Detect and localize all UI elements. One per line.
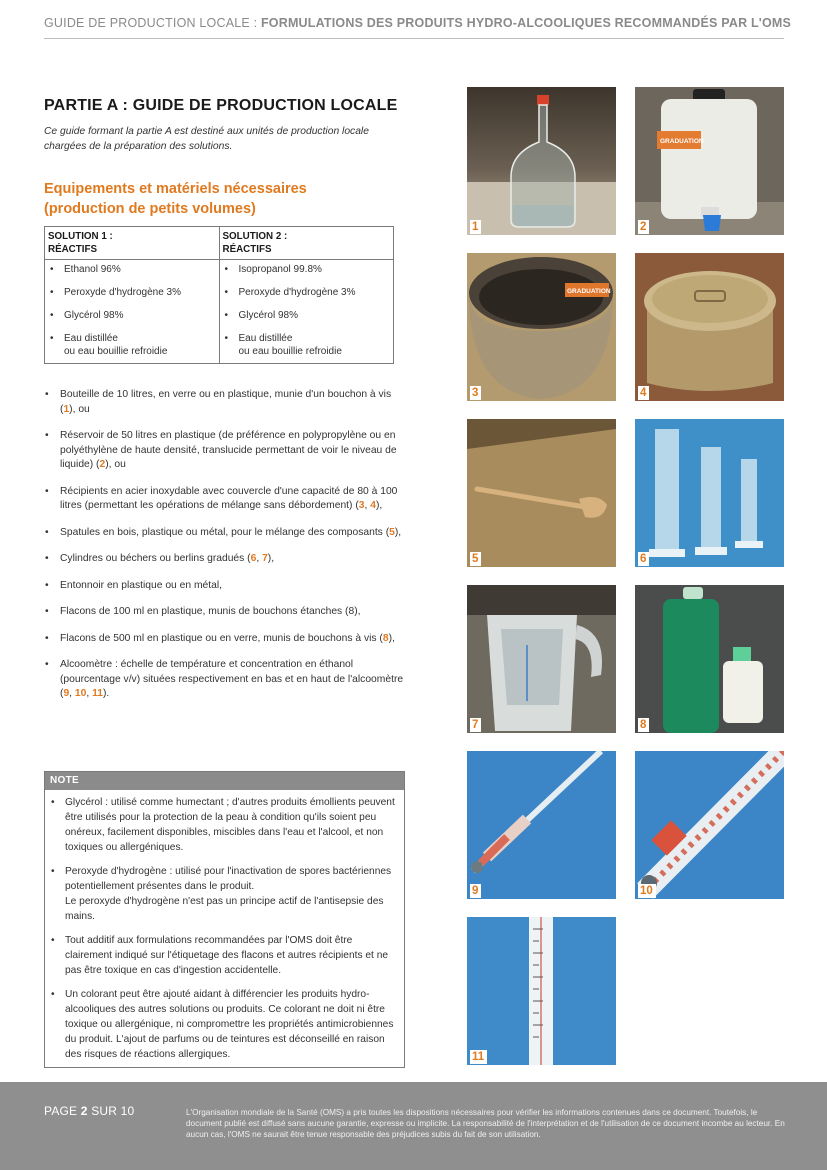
solution-2-title: SOLUTION 2 : <box>222 231 288 242</box>
reagent-item <box>223 332 392 358</box>
note-heading: NOTE <box>45 772 404 790</box>
subtitle-line-2: (production de petits volumes) <box>44 201 256 217</box>
photo-image <box>635 751 784 899</box>
photo-ref: 9 <box>63 688 70 699</box>
photo-image <box>467 419 616 567</box>
reagent-line-2: ou eau bouillie refroidie <box>64 346 168 357</box>
photo-image <box>467 253 616 401</box>
photo-image <box>467 87 616 235</box>
reagent-line-2: ou eau bouillie refroidie <box>238 346 342 357</box>
equipment-text-end: ), <box>267 553 275 564</box>
reagent-item: • Peroxyde d'hydrogène 3% <box>223 286 392 299</box>
photo-ref: 4 <box>370 500 376 511</box>
photo-number: 2 <box>638 220 649 234</box>
equipment-text: Cylindres ou béchers ou berlins gradués ( <box>60 553 251 564</box>
note-box <box>44 771 405 1068</box>
photo-ref: 8 <box>382 632 389 644</box>
header-rule <box>44 38 784 39</box>
equipment-text: Spatules en bois, plastique ou métal, pour le mélange des composants ( <box>60 526 390 538</box>
equipment-item <box>44 632 404 647</box>
note-item: • Glycérol : utilisé comme humectant ; d'autres produits émollients peuvent être utilisés pour la protection de la peau à condition qu'ils soient peu onéreux, facilement disponibles, miscibles dans l'eau et l'alcool, et non toxiques ou allergéniques. <box>50 795 398 855</box>
header-prefix: GUIDE DE PRODUCTION LOCALE : <box>44 16 261 30</box>
equipment-text: Récipients en acier inoxydable avec couvercle d'une capacité de 80 à 100 litres (permettant les opérations de mélange sans débordement) ( <box>60 485 398 511</box>
equipment-text: Alcoomètre : échelle de température et concentration en éthanol (pourcentage v/v) situées respectivement en bas et en haut de l'alcoomètre ( <box>60 659 404 699</box>
photo-number: 3 <box>470 386 481 400</box>
photo-number: 10 <box>638 884 656 898</box>
photo-number: 1 <box>470 220 481 234</box>
equipment-list <box>44 388 404 714</box>
equipment-item <box>44 552 404 567</box>
reagent-item: • Glycérol 98% <box>48 309 217 322</box>
photo-number: 9 <box>470 884 481 898</box>
equipment-text: Flacons de 500 ml en plastique ou en verre, munis de bouchons à vis ( <box>60 632 383 644</box>
reagent-item: • Glycérol 98% <box>223 309 392 322</box>
equipment-sep: , <box>256 553 263 564</box>
note-item: • Tout additif aux formulations recommandées par l'OMS doit être clairement indiqué sur l'étiquetage des flacons et autres récipients et ne pas être toxique en cas d'ingestion accidentelle. <box>50 933 398 978</box>
note-item: • Un colorant peut être ajouté aidant à différencier les produits hydro-alcooliques des autres solutions ou produits. Ce colorant ne doit ni être toxique ou allergénique, ni compromettre les propriétés antimicrobiennes du produit. L'ajout de parfums ou de teintures est déconseillé en raison des risques de réactions allergiques. <box>50 987 398 1062</box>
solution-1-list <box>45 260 219 358</box>
running-header <box>44 16 792 30</box>
page-number <box>44 1104 134 1118</box>
photo-number: 8 <box>638 718 649 732</box>
solution-2-header <box>220 227 394 260</box>
graduation-label: GRADUATION <box>660 138 704 145</box>
equipment-text-end: ), ou <box>105 459 126 470</box>
photo-ref: 11 <box>92 688 103 699</box>
equipment-text-end: ), <box>394 526 402 538</box>
graduation-label: GRADUATION <box>567 288 611 295</box>
equipment-text-end: ), <box>388 632 395 644</box>
photo-ref: 7 <box>262 553 268 564</box>
solution-1-subtitle: RÉACTIFS <box>48 243 97 255</box>
photo-image <box>467 751 616 899</box>
photo-ref: 5 <box>389 526 395 538</box>
photo-image <box>467 917 616 1065</box>
photo-image <box>635 585 784 733</box>
equipment-item <box>44 605 404 620</box>
equipment-sep: , <box>86 688 93 699</box>
equipment-item <box>44 388 404 417</box>
note-line: • Peroxyde d'hydrogène : utilisé pour l'inactivation de spores bactériennes potentiellement présentes dans le produit. <box>65 866 392 892</box>
equipment-item <box>44 658 404 702</box>
reagent-item: • Peroxyde d'hydrogène 3% <box>48 286 217 299</box>
photo-ref: 3 <box>358 500 365 511</box>
solution-2-column <box>219 227 394 363</box>
solution-1-header <box>45 227 219 260</box>
photo-number: 7 <box>470 718 481 732</box>
reagents-table <box>44 226 394 364</box>
equipment-text: Bouteille de 10 litres, en verre ou en plastique, munie d'un bouchon à vis ( <box>60 389 392 415</box>
photo-ref: 6 <box>250 553 257 564</box>
disclaimer: L'Organisation mondiale de la Santé (OMS) a pris toutes les dispositions nécessaires pour vérifier les informations contenues dans ce document. Toutefois, le document publié est diffusé sans aucune garantie, expresse ou implicite. La responsabilité de l'interprétation et de l'utilisation de ce document incombe au lecteur. En aucun cas, l'OMS ne saurait être tenue responsable des préjudices subis du fait de son utilisation. <box>186 1108 785 1139</box>
subtitle-line-1: Equipements et matériels nécessaires <box>44 181 307 197</box>
reagent-item: • Ethanol 96% <box>48 263 217 276</box>
equipment-text: Réservoir de 50 litres en plastique (de préférence en polypropylène ou en polyéthylène de haute densité, translucide permettant de voir le niveau de liquide) ( <box>60 430 397 470</box>
section-subtitle <box>44 179 364 219</box>
solution-2-list <box>220 260 394 358</box>
intro-text: Ce guide formant la partie A est destiné aux unités de production locale chargées de la préparation des solutions. <box>44 126 369 152</box>
reagent-line: Eau distillée <box>64 333 118 344</box>
equipment-item <box>44 579 404 594</box>
photo-number: 4 <box>638 386 649 400</box>
reagent-item: • Isopropanol 99.8% <box>223 263 392 276</box>
page-suffix: SUR 10 <box>87 1104 135 1118</box>
photo-image <box>635 87 784 235</box>
note-list <box>45 790 404 1062</box>
equipment-text: Entonnoir en plastique ou en métal, <box>60 579 223 591</box>
photo-ref: 1 <box>63 403 70 415</box>
equipment-text-end: ), <box>375 500 383 511</box>
equipment-text: Flacons de 100 ml en plastique, munis de bouchons étanches (8), <box>60 606 361 617</box>
page-current: 2 <box>80 1104 88 1118</box>
photo-image <box>635 253 784 401</box>
header-title: FORMULATIONS DES PRODUITS HYDRO-ALCOOLIQUES RECOMMANDÉS PAR L'OMS <box>260 16 792 30</box>
equipment-sep: , <box>364 500 371 511</box>
reagent-item <box>48 332 217 358</box>
note-line: Le peroxyde d'hydrogène n'est pas un principe actif de l'antisepsie des mains. <box>65 896 384 922</box>
photo-ref: 2 <box>99 459 106 470</box>
page-prefix: PAGE <box>44 1104 81 1118</box>
equipment-text-end: ). <box>103 688 110 699</box>
photo-number: 5 <box>470 552 481 566</box>
equipment-sep: , <box>69 688 75 699</box>
note-item <box>50 864 398 924</box>
equipment-item <box>44 526 404 541</box>
page-footer <box>0 1082 827 1170</box>
equipment-item <box>44 485 404 514</box>
equipment-text-end: ), ou <box>69 403 90 415</box>
photo-number: 6 <box>638 552 649 566</box>
photo-image <box>467 585 616 733</box>
solution-2-subtitle: RÉACTIFS <box>222 243 272 255</box>
page-title: PARTIE A : GUIDE DE PRODUCTION LOCALE <box>44 97 398 114</box>
photo-ref: 10 <box>74 688 87 699</box>
solution-1-title: SOLUTION 1 : <box>48 231 113 242</box>
photo-number: 11 <box>470 1050 487 1064</box>
photo-image <box>635 419 784 567</box>
solution-1-column <box>45 227 219 363</box>
reagent-line: Eau distillée <box>238 333 293 344</box>
equipment-item <box>44 429 404 473</box>
